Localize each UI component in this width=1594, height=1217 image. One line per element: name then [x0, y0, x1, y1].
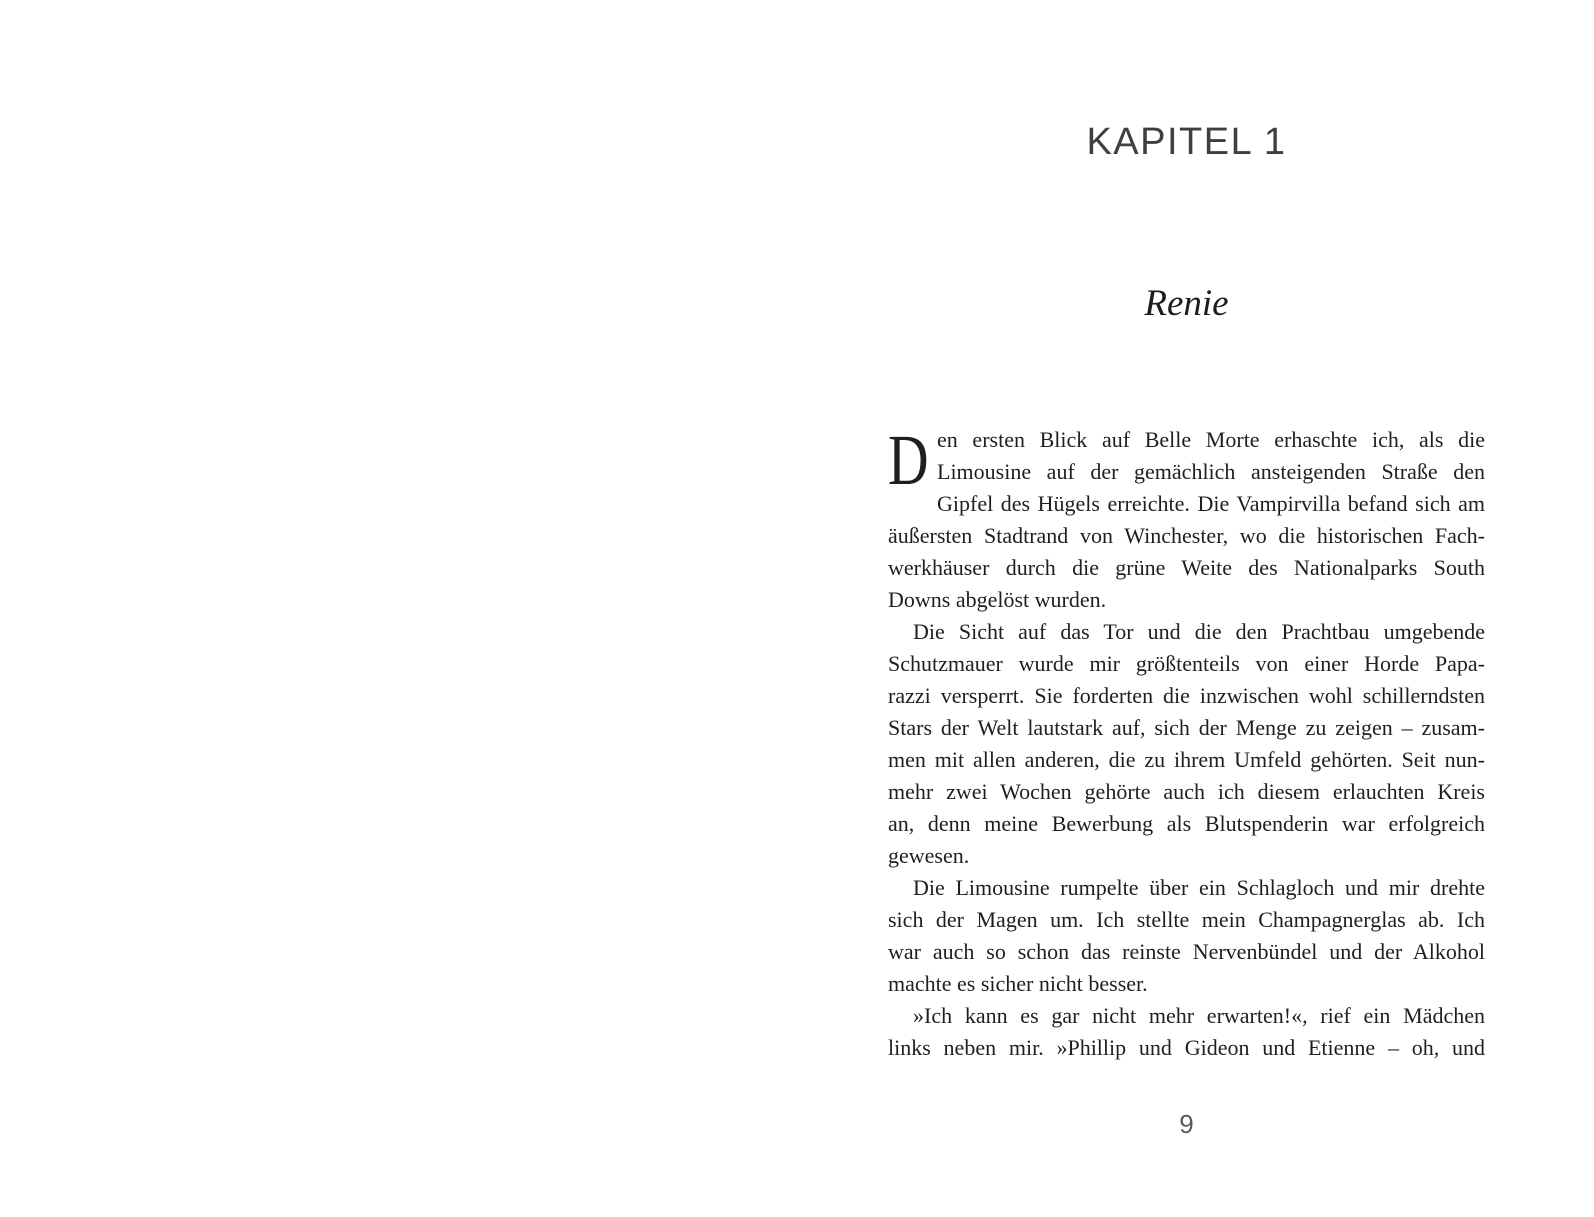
- body-text: [888, 420, 1485, 1064]
- text-line: men mit allen anderen, die zu ihrem Umfeld gehörten. Seit nun-: [888, 747, 1485, 772]
- chapter-heading: KAPITEL 1: [1086, 121, 1287, 163]
- text-line: äußersten Stadtrand von Winchester, wo die historischen Fach-: [888, 523, 1485, 548]
- page-number: 9: [1179, 1109, 1194, 1139]
- text-line: razzi versperrt. Sie forderten die inzwischen wohl schillerndsten: [888, 683, 1485, 708]
- text-line: an, denn meine Bewerbung als Blutspenderin war erfolgreich: [888, 811, 1485, 836]
- text-line: Die Sicht auf das Tor und die den Prachtbau umgebende: [913, 619, 1485, 644]
- text-line: links neben mir. »Phillip und Gideon und Etienne – oh, und: [888, 1035, 1485, 1060]
- text-line: sich der Magen um. Ich stellte mein Champagnerglas ab. Ich: [888, 907, 1485, 932]
- text-line: mehr zwei Wochen gehörte auch ich diesem erlauchten Kreis: [888, 779, 1485, 804]
- text-line: gewesen.: [888, 843, 970, 868]
- text-line: Schutzmauer wurde mir größtenteils von einer Horde Papa-: [888, 651, 1485, 676]
- text-line: Stars der Welt lautstark auf, sich der Menge zu zeigen – zusam-: [888, 715, 1485, 740]
- text-line: »Ich kann es gar nicht mehr erwarten!«, rief ein Mädchen: [913, 1003, 1485, 1028]
- text-line: Downs abgelöst wurden.: [888, 587, 1107, 612]
- text-line: en ersten Blick auf Belle Morte erhaschte ich, als die: [937, 427, 1485, 452]
- text-line: machte es sicher nicht besser.: [888, 971, 1148, 996]
- drop-cap: D: [888, 420, 929, 500]
- text-line: Limousine auf der gemächlich ansteigenden Straße den: [937, 459, 1485, 484]
- text-line: Die Limousine rumpelte über ein Schlagloch und mir drehte: [913, 875, 1485, 900]
- text-line: Gipfel des Hügels erreichte. Die Vampirvilla befand sich am: [937, 491, 1485, 516]
- text-line: werkhäuser durch die grüne Weite des Nationalparks South: [888, 555, 1485, 580]
- text-line: war auch so schon das reinste Nervenbündel und der Alkohol: [888, 939, 1485, 964]
- pov-name-heading: Renie: [1144, 283, 1229, 324]
